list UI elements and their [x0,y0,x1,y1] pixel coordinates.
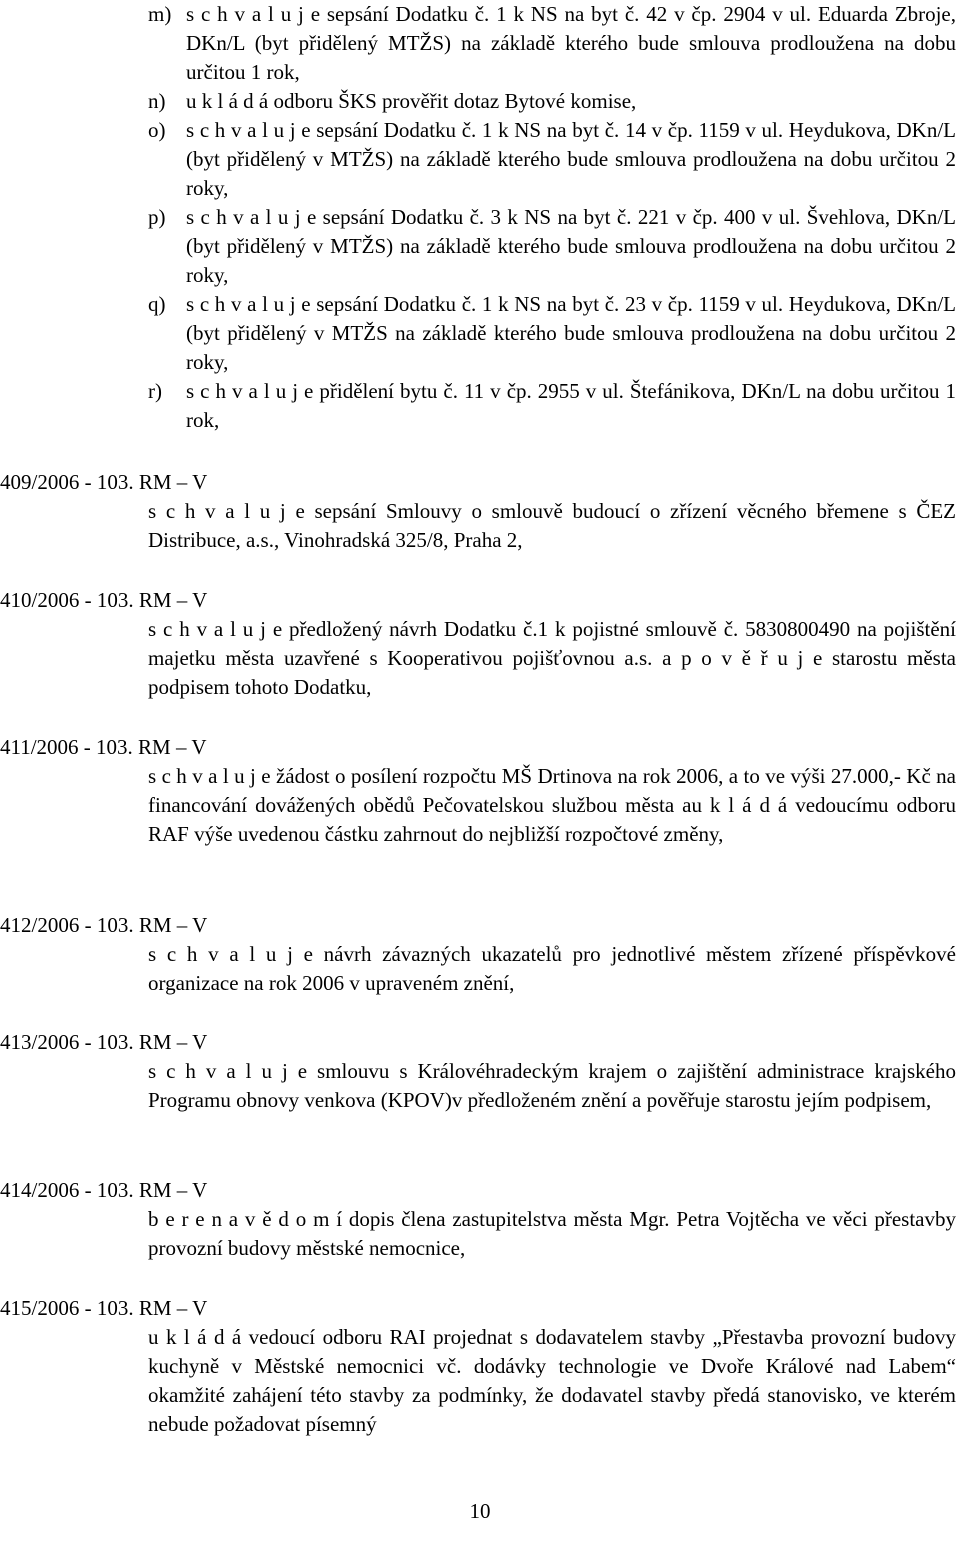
sub-item-text: s c h v a l u j e sepsání Dodatku č. 3 k NS na byt č. 221 v čp. 400 v ul. Švehlova, DKn/L (byt přidělený v MTŽS) na základě kterého bude smlouva prodloužena na dobu určitou 2 roky, [186,205,956,287]
sub-item-label: n) [148,89,166,113]
sub-item-list [148,0,956,435]
resolution-number: 413/2006 - 103. RM – V [0,1030,208,1054]
resolution-number: 410/2006 - 103. RM – V [0,588,208,612]
resolution-number: 411/2006 - 103. RM – V [0,735,207,759]
sub-item [148,116,956,203]
resolution-text: u k l á d á vedoucí odboru RAI projednat s dodavatelem stavby „Přestavba provozní budovy kuchyně v Městské nemocnici vč. dodávky technologie ve Dvoře Králové nad Labem“ okamžité zahájení této stavby za podmínky, že dodavatel stavby předá stanovisko, ve kterém nebude požadovat písemný [148,1325,956,1436]
sub-item [148,87,956,116]
sub-item-label: r) [148,379,162,403]
sub-item-label: q) [148,292,166,316]
sub-item-label: p) [148,205,166,229]
sub-item-text: s c h v a l u j e sepsání Dodatku č. 1 k NS na byt č. 14 v čp. 1159 v ul. Heydukova, DKn/L (byt přidělený v MTŽS) na základě kterého bude smlouva prodloužena na dobu určitou 2 roky, [186,118,956,200]
page-number: 10 [469,1499,491,1523]
resolution-text: b e r e n a v ě d o m í dopis člena zastupitelstva města Mgr. Petra Vojtěcha ve věci přestavby provozní budovy městské nemocnice, [148,1207,956,1260]
resolution-text: s c h v a l u j e žádost o posílení rozpočtu MŠ Drtinova na rok 2006, a to ve výši 27.000,- Kč na financování dovážených obědů Pečovatelskou službou města au k l á d á vedoucímu odboru RAF výše uvedenou částku zahrnout do nejbližší rozpočtové změny, [148,764,956,846]
resolution-text: s c h v a l u j e smlouvu s Královéhradeckým krajem o zajištění administrace krajského Programu obnovy venkova (KPOV)v předloženém znění a pověřuje starostu jejím podpisem, [148,1059,956,1112]
resolution-number: 409/2006 - 103. RM – V [0,470,208,494]
sub-item [148,377,956,435]
sub-item [148,0,956,87]
resolution-number: 414/2006 - 103. RM – V [0,1178,208,1202]
resolution-text: s c h v a l u j e návrh závazných ukazatelů pro jednotlivé městem zřízené příspěvkové organizace na rok 2006 v upraveném znění, [148,942,956,995]
resolution-text: s c h v a l u j e předložený návrh Dodatku č.1 k pojistné smlouvě č. 5830800490 na pojištění majetku města uzavřené s Kooperativou pojišťovnou a.s. a p o v ě ř u j e starostu města podpisem tohoto Dodatku, [148,617,956,699]
sub-item [148,203,956,290]
sub-item-text: s c h v a l u j e sepsání Dodatku č. 1 k NS na byt č. 23 v čp. 1159 v ul. Heydukova, DKn/L (byt přidělený v MTŽS na základě kterého bude smlouva prodloužena na dobu určitou 2 roky, [186,292,956,374]
sub-item-text: s c h v a l u j e přidělení bytu č. 11 v čp. 2955 v ul. Štefánikova, DKn/L na dobu určitou 1 rok, [186,379,956,432]
sub-item [148,290,956,377]
resolution-number: 412/2006 - 103. RM – V [0,913,208,937]
sub-item-label: o) [148,118,166,142]
resolution-number: 415/2006 - 103. RM – V [0,1296,208,1320]
resolution-text: s c h v a l u j e sepsání Smlouvy o smlouvě budoucí o zřízení věcného břemene s ČEZ Distribuce, a.s., Vinohradská 325/8, Praha 2, [148,499,956,552]
sub-item-label: m) [148,2,172,26]
sub-item-text: u k l á d á odboru ŠKS prověřit dotaz Bytové komise, [186,89,637,113]
sub-item-text: s c h v a l u j e sepsání Dodatku č. 1 k NS na byt č. 42 v čp. 2904 v ul. Eduarda Zbroje, DKn/L (byt přidělený MTŽS) na základě kterého bude smlouva prodloužena na dobu určitou 1 rok, [186,2,956,84]
